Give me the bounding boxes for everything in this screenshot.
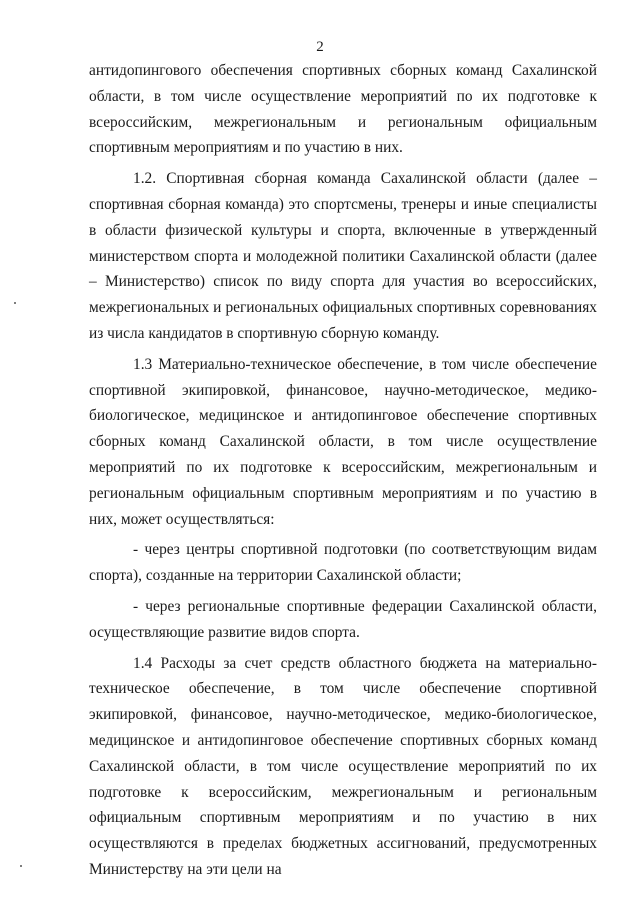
list-item-regional-federations: - через региональные спортивные федерации Сахалинской области, осуществляющие развитие видов спорта. bbox=[89, 597, 597, 641]
document-body bbox=[89, 58, 597, 883]
scan-speck bbox=[14, 302, 16, 304]
paragraph-1-2: 1.2. Спортивная сборная команда Сахалинской области (далее – спортивная сборная команда) это спортсмены, тренеры и иные специалисты в области физической культуры и спорта, включенные в утвержденный министерством спорта и молодежной политики Сахалинской области (далее – Министерство) список по виду спорта для участия во всероссийских, межрегиональных и региональных официальных спортивных соревнованиях из числа кандидатов в спортивную сборную команду. bbox=[89, 170, 597, 342]
list-item-training-centers: - через центры спортивной подготовки (по соответствующим видам спорта), созданные на территории Сахалинской области; bbox=[89, 541, 597, 585]
paragraph-1-4: 1.4 Расходы за счет средств областного бюджета на материально-техническое обеспечение, в том числе обеспечение спортивной экипировкой, финансовое, научно-методическое, медико-биологическое, медицинское и антидопинговое обеспечение спортивных сборных команд Сахалинской области, в том числе осуществление мероприятий по их подготовке к всероссийским, межрегиональным и региональным официальным спортивным мероприятиям и по участию в них осуществляются в пределах бюджетных ассигнований, предусмотренных Министерству на эти цели на bbox=[89, 654, 597, 878]
paragraph-continuation: антидопингового обеспечения спортивных сборных команд Сахалинской области, в том числе осуществление мероприятий по их подготовке к всероссийским, межрегиональным и региональным официальным спортивным мероприятиям и по участию в них. bbox=[89, 62, 597, 157]
paragraph-1-3: 1.3 Материально-техническое обеспечение, в том числе обеспечение спортивной экипировкой, финансовое, научно-методическое, медико-биологическое, медицинское и антидопинговое обеспечение спортивных сборных команд Сахалинской области, в том числе осуществление мероприятий по их подготовке к всероссийским, межрегиональным и региональным официальным спортивным мероприятиям и по участию в них, может осуществляться: bbox=[89, 355, 597, 528]
scan-speck bbox=[20, 865, 22, 867]
page-number: 2 bbox=[316, 39, 324, 55]
